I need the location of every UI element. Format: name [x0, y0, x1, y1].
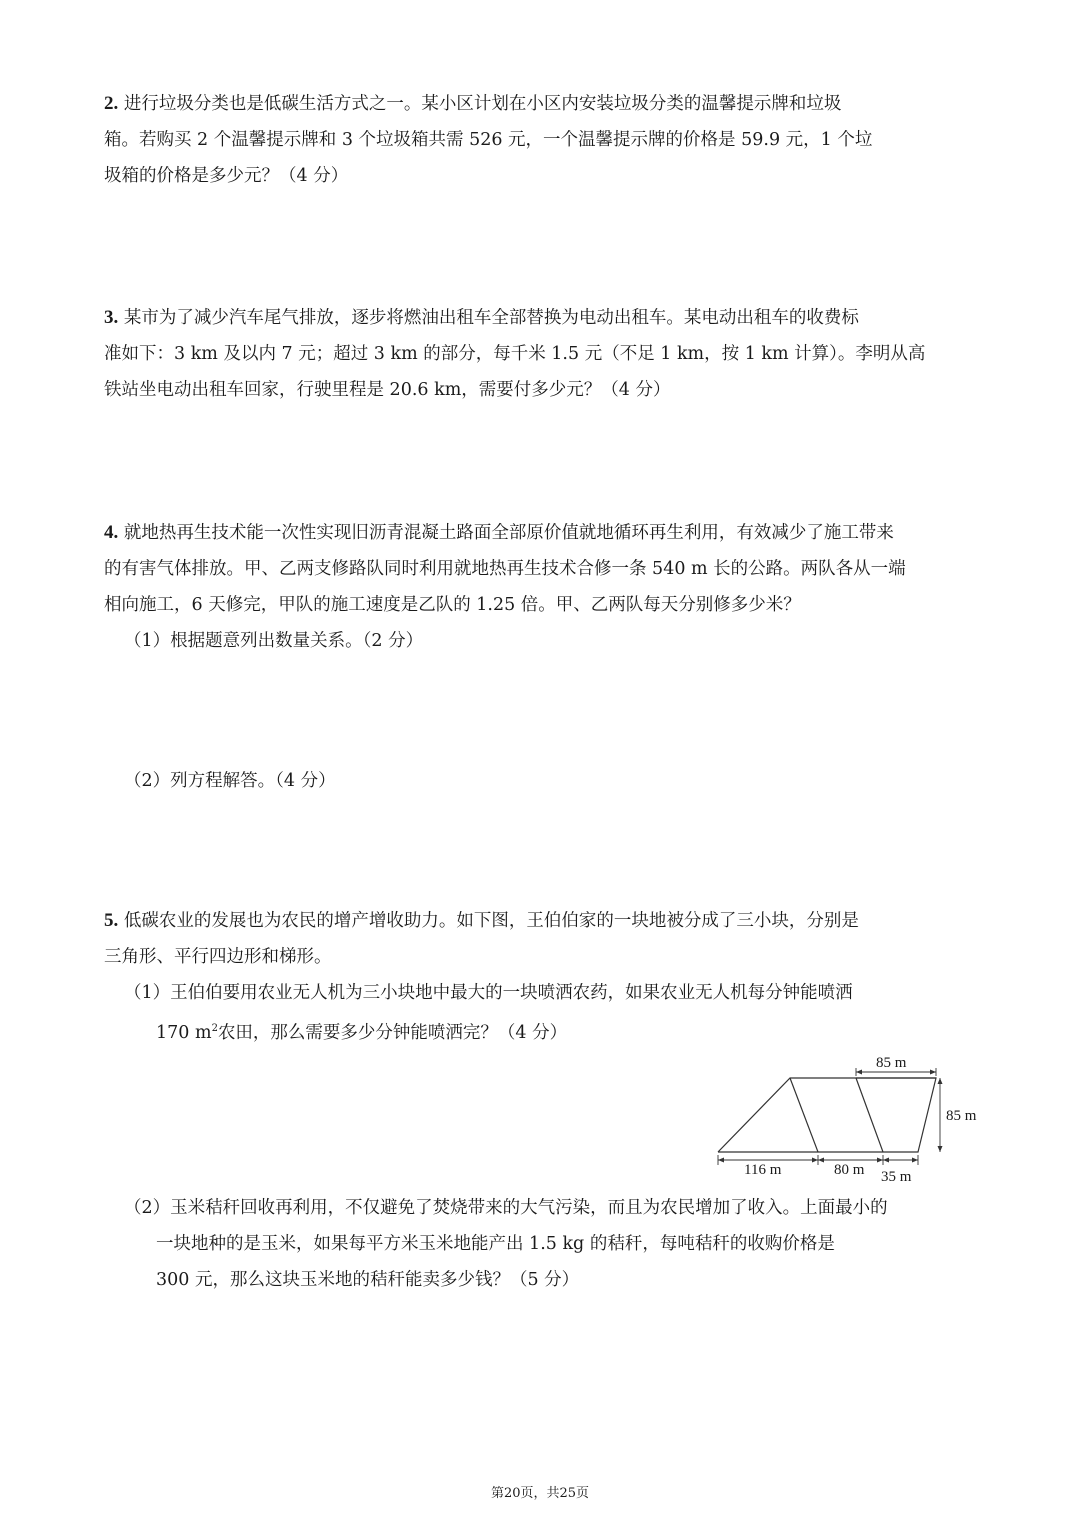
question-5 [104, 903, 989, 1051]
label-height-85m: 85 m [946, 1108, 977, 1124]
question-3-line-3: 铁站坐电动出租车回家，行驶里程是 20.6 km，需要付多少元？（4 分） [104, 380, 671, 400]
question-3 [104, 300, 989, 408]
label-top-85m: 85 m [876, 1055, 907, 1071]
question-4 [104, 515, 989, 659]
square-exponent: 2 [211, 1023, 218, 1034]
question-number: 5. [104, 910, 119, 931]
question-5-part-2-line-3: 300 元，那么这块玉米地的秸秆能卖多少钱？（5 分） [156, 1270, 580, 1290]
divider-parallelogram-right [856, 1078, 883, 1152]
area-value: 170 m [156, 1022, 212, 1043]
page-number-footer: 第20页，共25页 [490, 1486, 590, 1501]
question-5-line-2: 三角形、平行四边形和梯形。 [104, 947, 332, 967]
question-5-part-1-line-2 [104, 1011, 989, 1051]
question-5-part-2 [124, 1190, 989, 1298]
question-4-part-2: （2）列方程解答。（4 分） [124, 771, 336, 791]
question-text: 就地热再生技术能一次性实现旧沥青混凝土路面全部原价值就地循环再生利用，有效减少了施工带来 [123, 523, 894, 543]
land-division-figure [700, 1050, 990, 1190]
question-5-part-2-line-1: （2）玉米秸秆回收再利用，不仅避免了焚烧带来的大气污染，而且为农民增加了收入。上面最小的 [124, 1198, 888, 1218]
question-number: 2. [104, 93, 119, 114]
question-2-line-1 [104, 86, 989, 122]
question-3-line-1 [104, 300, 989, 336]
question-5-part-1-line-1: （1）王伯伯要用农业无人机为三小块地中最大的一块喷洒农药，如果农业无人机每分钟能喷洒 [124, 983, 853, 1003]
question-4-line-3: 相向施工，6 天修完，甲队的施工速度是乙队的 1.25 倍。甲、乙两队每天分别修多少米？ [104, 595, 801, 615]
question-text: 农田，那么需要多少分钟能喷洒完？（4 分） [217, 1022, 568, 1043]
label-bottom-80m: 80 m [834, 1162, 865, 1178]
question-text: 某市为了减少汽车尾气排放，逐步将燃油出租车全部替换为电动出租车。某电动出租车的收费标 [123, 308, 859, 328]
question-number: 3. [104, 307, 119, 328]
question-5-line-1 [104, 903, 989, 939]
question-2 [104, 86, 989, 194]
question-5-part-2-line-2: 一块地种的是玉米，如果每平方米玉米地能产出 1.5 kg 的秸秆，每吨秸秆的收购价格是 [156, 1234, 835, 1254]
question-3-line-2: 准如下：3 km 及以内 7 元；超过 3 km 的部分，每千米 1.5 元（不足 1 km，按 1 km 计算）。李明从高 [104, 344, 926, 364]
question-4-part-1: （1）根据题意列出数量关系。（2 分） [124, 631, 424, 651]
question-text: 进行垃圾分类也是低碳生活方式之一。某小区计划在小区内安装垃圾分类的温馨提示牌和垃圾 [123, 94, 842, 114]
question-2-line-3: 圾箱的价格是多少元？（4 分） [104, 166, 349, 186]
question-4-line-1 [104, 515, 989, 551]
question-2-line-2: 箱。若购买 2 个温馨提示牌和 3 个垃圾箱共需 526 元，一个温馨提示牌的价格是 59.9 元，1 个垃 [104, 130, 873, 150]
label-bottom-35m: 35 m [881, 1169, 912, 1185]
question-4-line-2: 的有害气体排放。甲、乙两支修路队同时利用就地热再生技术合修一条 540 m 长的公路。两队各从一端 [104, 559, 906, 579]
land-outline [718, 1078, 936, 1152]
question-text: 低碳农业的发展也为农民的增产增收助力。如下图，王伯伯家的一块地被分成了三小块，分别是 [123, 911, 859, 931]
divider-parallelogram-left [790, 1078, 818, 1152]
question-number: 4. [104, 522, 119, 543]
label-bottom-116m: 116 m [744, 1162, 782, 1178]
